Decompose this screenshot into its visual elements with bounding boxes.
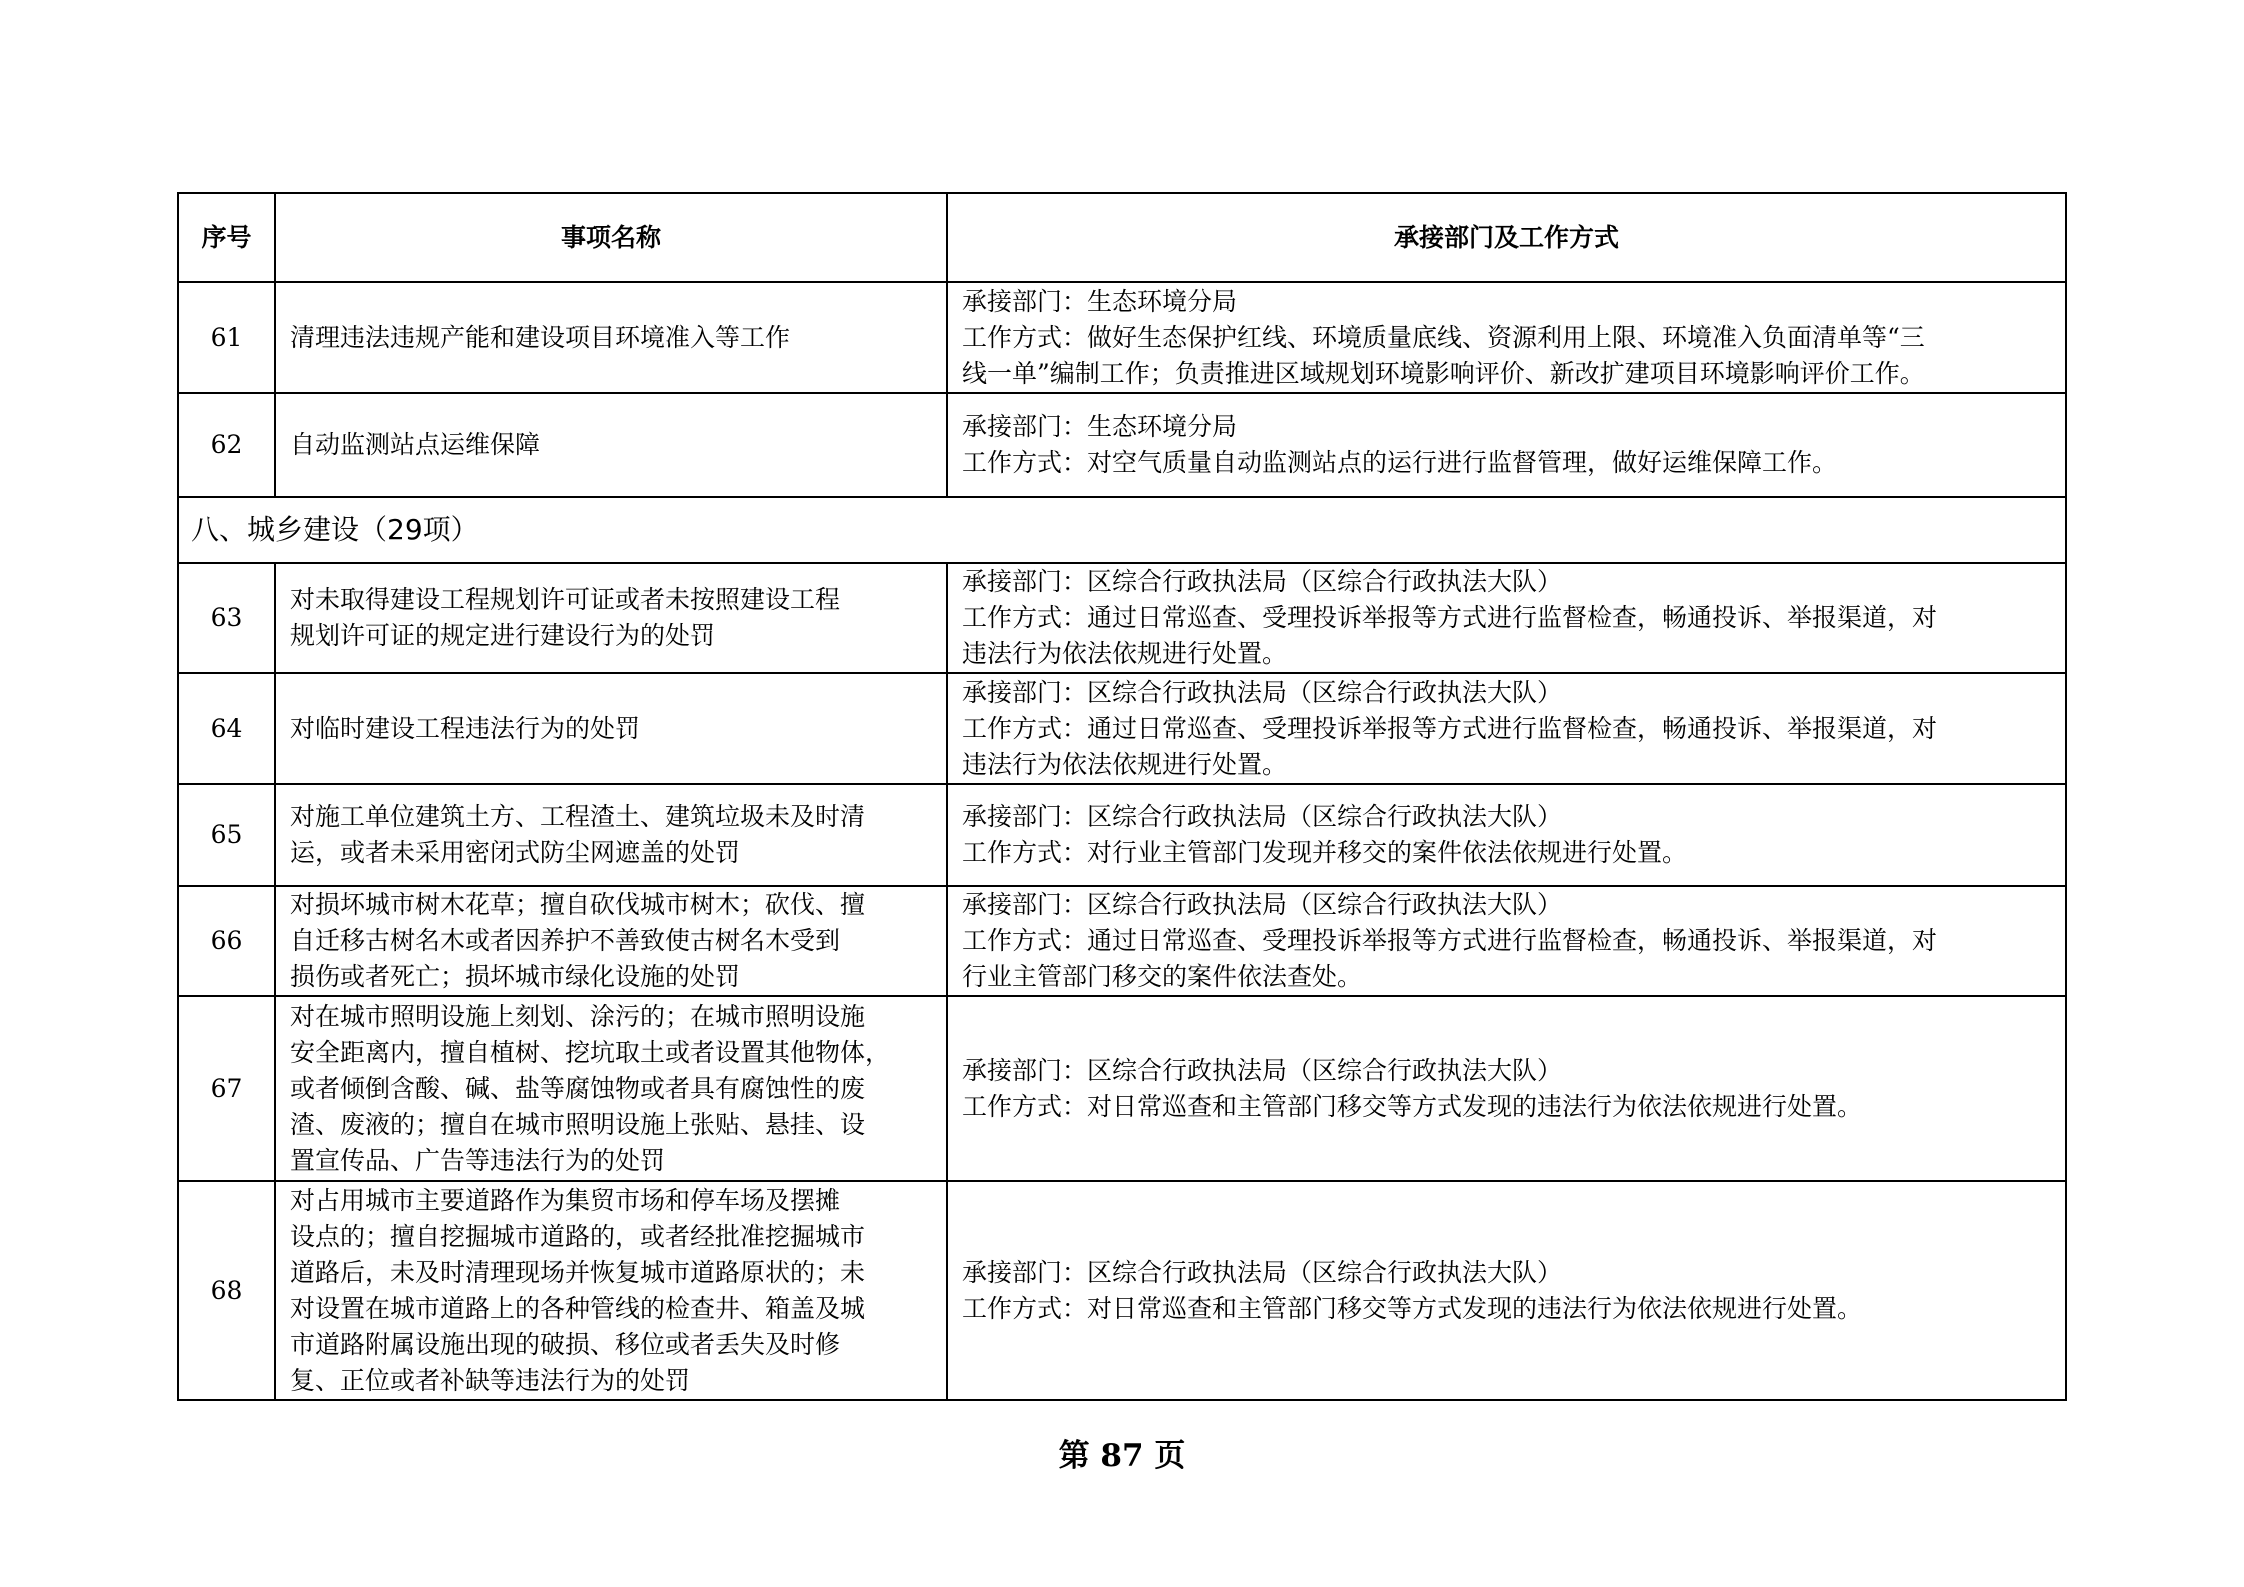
row-item-name — [275, 282, 947, 393]
department-method-line: 行业主管部门移交的案件依法查处。 — [962, 962, 1363, 991]
item-name-line: 清理违法违规产能和建设项目环境准入等工作 — [290, 322, 791, 352]
department-method-line: 工作方式：对行业主管部门发现并移交的案件依法依规进行处置。 — [962, 838, 1688, 867]
department-method-line: 线一单”编制工作；负责推进区域规划环境影响评价、新改扩建项目环境影响评价工作。 — [962, 358, 1925, 388]
item-name-line: 对施工单位建筑土方、工程渣土、建筑垃圾未及时清 — [290, 802, 866, 831]
row-serial-number: 64 — [178, 673, 275, 784]
department-method-line: 承接部门：生态环境分局 — [962, 412, 1238, 441]
item-name-line: 对临时建设工程违法行为的处罚 — [290, 713, 641, 743]
table-row — [178, 784, 2066, 886]
row-item-name — [275, 393, 947, 497]
row-serial-number: 67 — [178, 996, 275, 1181]
item-name-line: 自迁移古树名木或者因养护不善致使古树名木受到 — [290, 926, 841, 955]
item-name-line: 市道路附属设施出现的破损、移位或者丢失及时修 — [290, 1329, 841, 1359]
row-serial-number: 66 — [178, 886, 275, 996]
table-body-bottom — [178, 563, 2066, 1400]
row-department-method — [947, 282, 2066, 393]
header-serial-number: 序号 — [178, 193, 275, 282]
section-heading-row — [178, 497, 2066, 563]
table-row — [178, 563, 2066, 673]
row-department-method — [947, 1181, 2066, 1400]
item-name-line: 或者倾倒含酸、碱、盐等腐蚀物或者具有腐蚀性的废 — [290, 1073, 866, 1103]
row-department-method — [947, 996, 2066, 1181]
item-name-line: 损伤或者死亡；损坏城市绿化设施的处罚 — [290, 962, 741, 991]
department-method-line: 工作方式：通过日常巡查、受理投诉举报等方式进行监督检查，畅通投诉、举报渠道，对 — [962, 926, 1938, 955]
item-name-line: 规划许可证的规定进行建设行为的处罚 — [290, 621, 716, 650]
section-heading: 八、城乡建设（29项） — [178, 497, 2066, 563]
item-name-line: 渣、废液的；擅自在城市照明设施上张贴、悬挂、设 — [290, 1109, 866, 1139]
table-row — [178, 673, 2066, 784]
row-item-name — [275, 563, 947, 673]
table-row — [178, 1181, 2066, 1400]
item-name-line: 对设置在城市道路上的各种管线的检查井、箱盖及城 — [290, 1293, 866, 1323]
table-row — [178, 996, 2066, 1181]
item-name-line: 道路后，未及时清理现场并恢复城市道路原状的；未 — [290, 1257, 866, 1287]
header-department-method: 承接部门及工作方式 — [947, 193, 2066, 282]
row-serial-number: 65 — [178, 784, 275, 886]
department-method-line: 违法行为依法依规进行处置。 — [962, 749, 1288, 779]
header-item-name: 事项名称 — [275, 193, 947, 282]
department-method-line: 工作方式：做好生态保护红线、环境质量底线、资源利用上限、环境准入负面清单等“三 — [962, 322, 1925, 352]
row-serial-number: 62 — [178, 393, 275, 497]
department-method-line: 工作方式：对日常巡查和主管部门移交等方式发现的违法行为依法依规进行处置。 — [962, 1293, 1863, 1323]
row-item-name — [275, 996, 947, 1181]
table-row — [178, 282, 2066, 393]
section-body — [178, 497, 2066, 563]
table-row — [178, 886, 2066, 996]
department-method-line: 承接部门：区综合行政执法局（区综合行政执法大队） — [962, 802, 1563, 831]
department-method-line: 承接部门：区综合行政执法局（区综合行政执法大队） — [962, 567, 1563, 596]
department-method-line: 违法行为依法依规进行处置。 — [962, 639, 1288, 668]
page-number: 第 87 页 — [1058, 1438, 1186, 1474]
table-body-top — [178, 282, 2066, 497]
item-name-line: 复、正位或者补缺等违法行为的处罚 — [290, 1365, 691, 1395]
row-item-name — [275, 673, 947, 784]
row-item-name — [275, 886, 947, 996]
row-serial-number: 63 — [178, 563, 275, 673]
department-method-line: 承接部门：区综合行政执法局（区综合行政执法大队） — [962, 890, 1563, 919]
department-method-line: 工作方式：通过日常巡查、受理投诉举报等方式进行监督检查，畅通投诉、举报渠道，对 — [962, 713, 1938, 743]
table-header-row — [178, 193, 2066, 282]
row-serial-number: 61 — [178, 282, 275, 393]
department-method-line: 工作方式：对日常巡查和主管部门移交等方式发现的违法行为依法依规进行处置。 — [962, 1091, 1863, 1121]
item-name-line: 置宣传品、广告等违法行为的处罚 — [290, 1145, 666, 1175]
item-name-line: 设点的；擅自挖掘城市道路的，或者经批准挖掘城市 — [290, 1221, 866, 1251]
table-row — [178, 393, 2066, 497]
item-name-line: 运，或者未采用密闭式防尘网遮盖的处罚 — [290, 838, 741, 867]
department-method-line: 承接部门：区综合行政执法局（区综合行政执法大队） — [962, 1055, 1563, 1085]
item-name-line: 安全距离内，擅自植树、挖坑取土或者设置其他物体， — [290, 1037, 891, 1067]
row-serial-number: 68 — [178, 1181, 275, 1400]
row-department-method — [947, 784, 2066, 886]
department-method-line: 工作方式：通过日常巡查、受理投诉举报等方式进行监督检查，畅通投诉、举报渠道，对 — [962, 603, 1938, 632]
row-department-method — [947, 886, 2066, 996]
row-department-method — [947, 563, 2066, 673]
department-method-line: 承接部门：区综合行政执法局（区综合行政执法大队） — [962, 677, 1563, 707]
row-item-name — [275, 1181, 947, 1400]
item-name-line: 自动监测站点运维保障 — [290, 430, 541, 459]
row-department-method — [947, 393, 2066, 497]
document-table — [177, 192, 2067, 1401]
item-name-line: 对在城市照明设施上刻划、涂污的；在城市照明设施 — [290, 1001, 866, 1031]
row-department-method — [947, 673, 2066, 784]
row-item-name — [275, 784, 947, 886]
item-name-line: 对未取得建设工程规划许可证或者未按照建设工程 — [290, 585, 841, 614]
department-method-line: 承接部门：区综合行政执法局（区综合行政执法大队） — [962, 1257, 1563, 1287]
item-name-line: 对占用城市主要道路作为集贸市场和停车场及摆摊 — [290, 1185, 841, 1215]
department-method-line: 工作方式：对空气质量自动监测站点的运行进行监督管理，做好运维保障工作。 — [962, 448, 1838, 477]
department-method-line: 承接部门：生态环境分局 — [962, 286, 1238, 316]
item-name-line: 对损坏城市树木花草；擅自砍伐城市树木；砍伐、擅 — [290, 890, 866, 919]
